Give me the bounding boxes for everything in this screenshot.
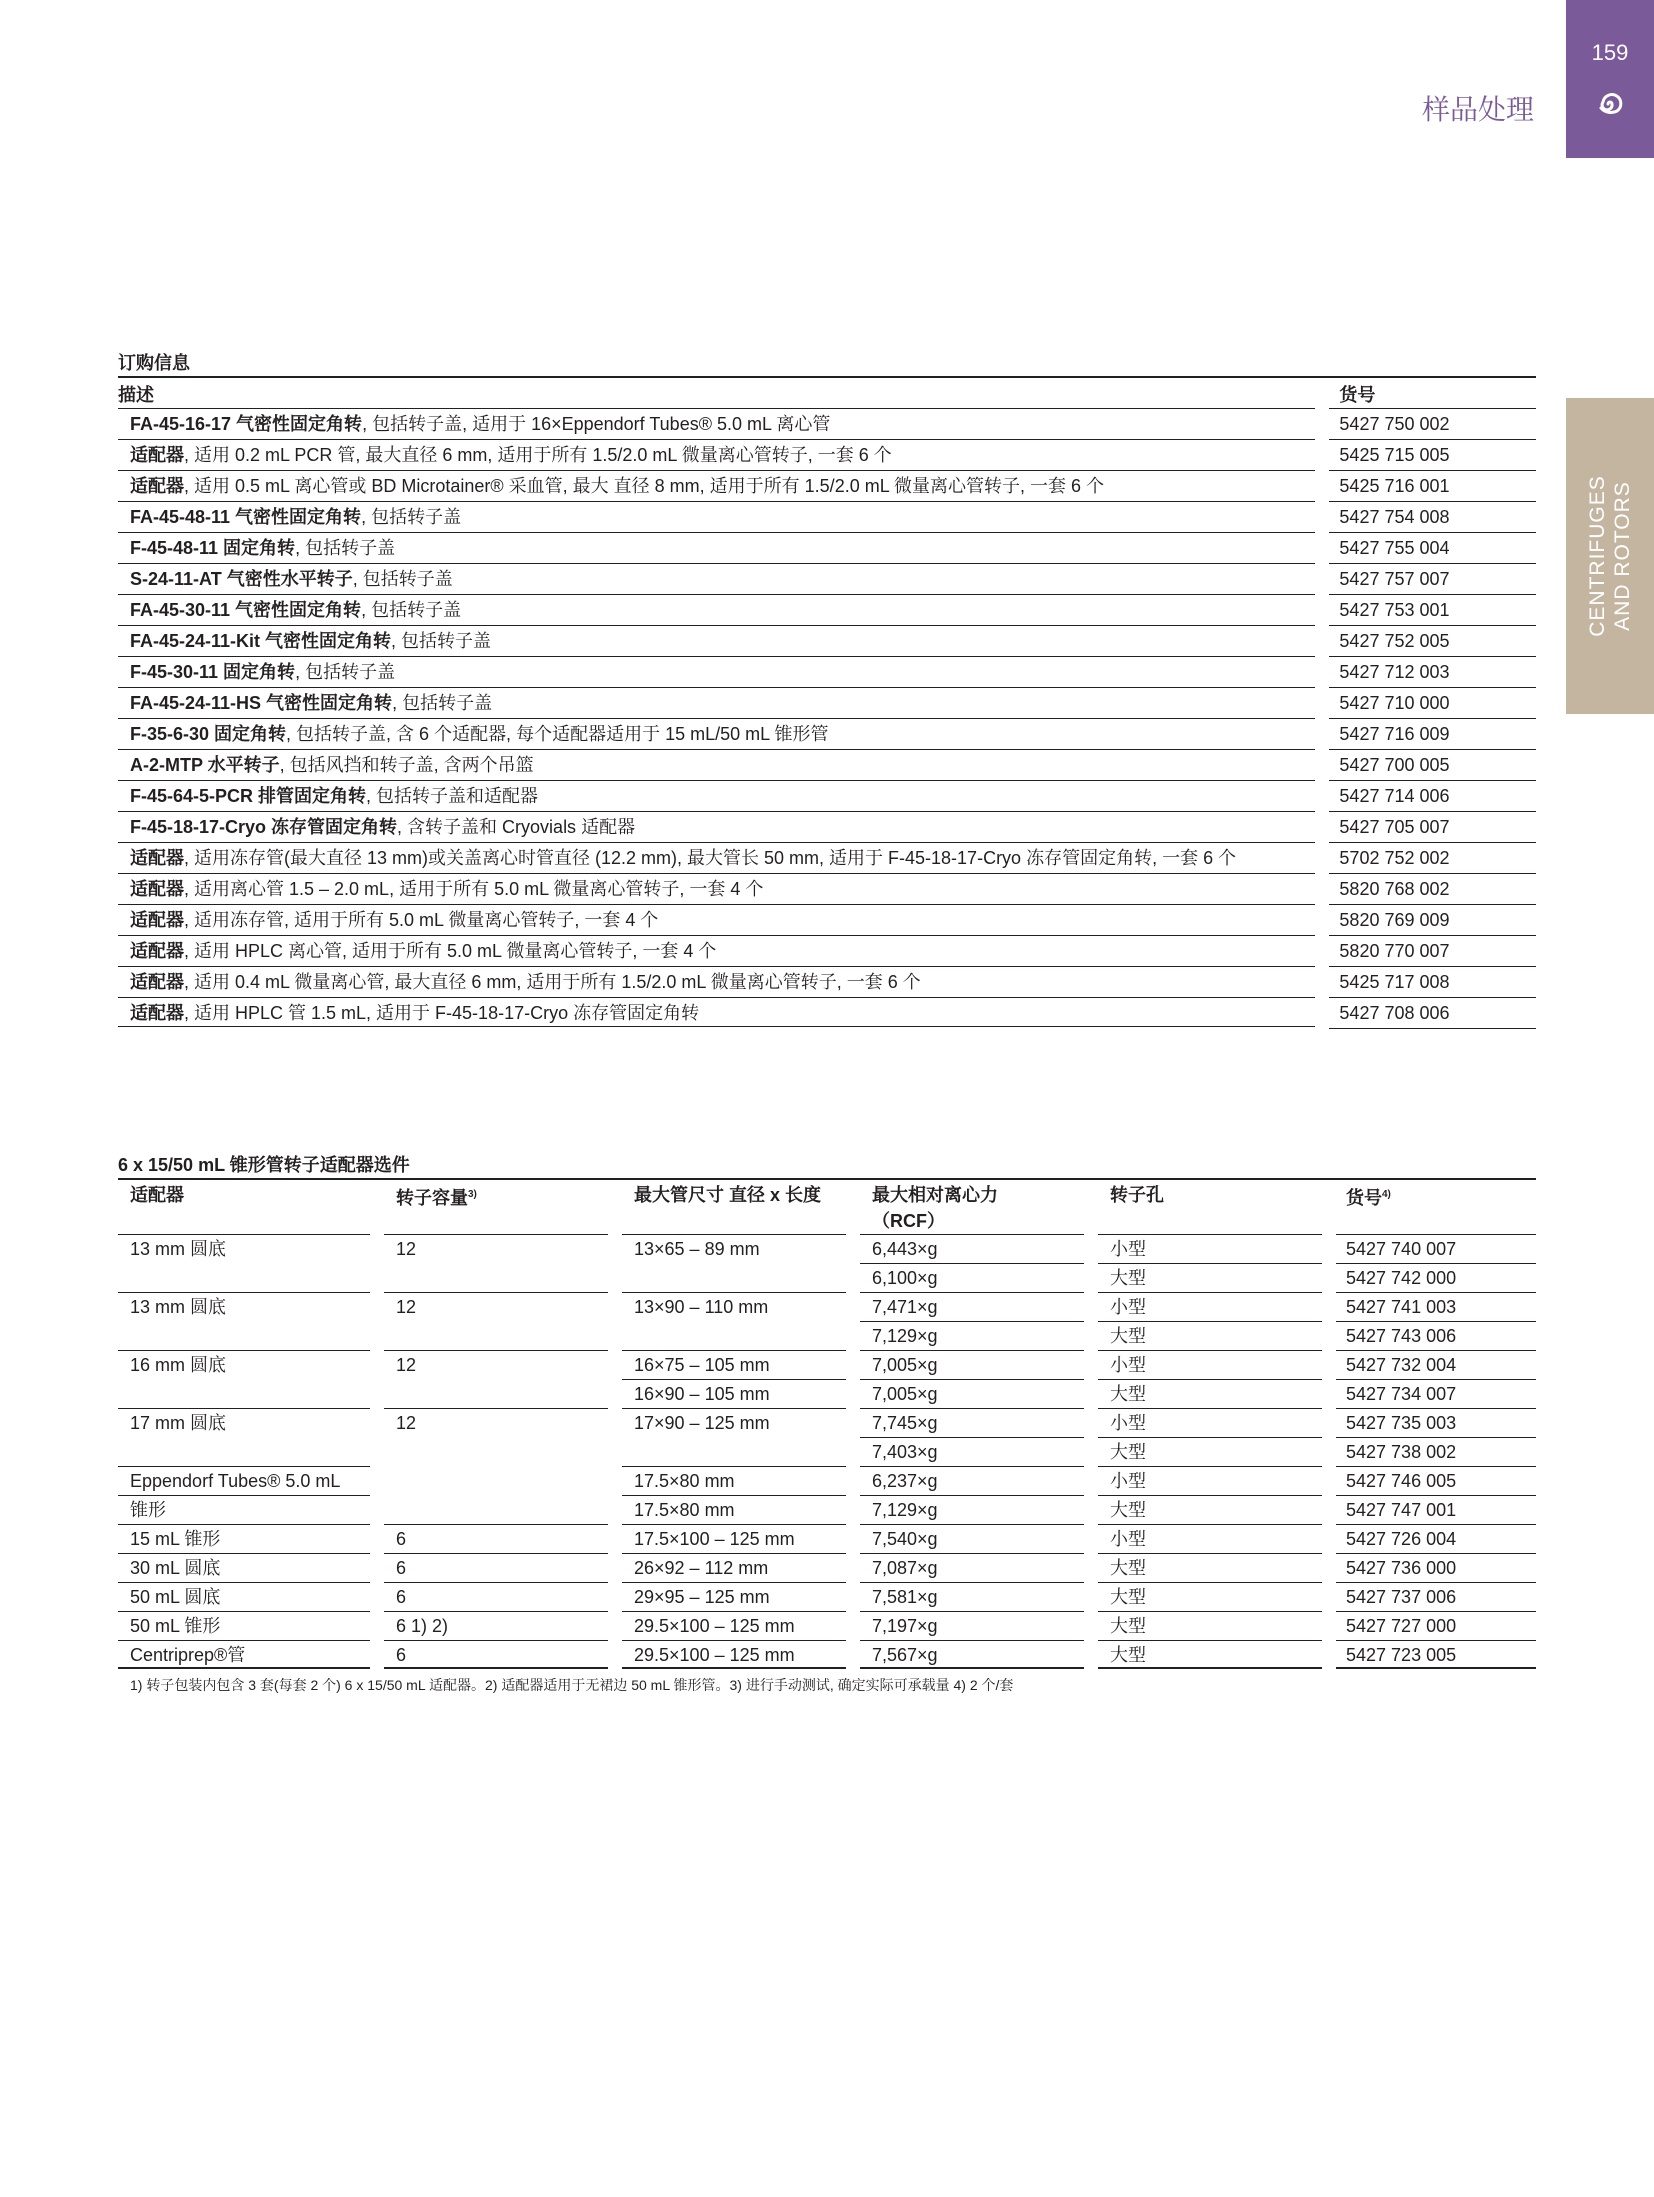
table-row (118, 1466, 1536, 1495)
max-rcf: 7,745×g (860, 1408, 1084, 1437)
adapter-name: 16 mm 圆底 (118, 1350, 370, 1379)
rotor-bore: 大型 (1098, 1437, 1322, 1466)
table-row (118, 1553, 1536, 1582)
order-number: 5427 741 003 (1336, 1292, 1536, 1321)
table-row (118, 687, 1536, 718)
product-name: 适配器 (130, 445, 184, 465)
max-tube-size: 16×90 – 105 mm (622, 1379, 846, 1408)
order-number: 5427 714 006 (1329, 780, 1536, 811)
order-number: 5427 738 002 (1336, 1437, 1536, 1466)
table-row (118, 966, 1536, 997)
order-number: 5427 735 003 (1336, 1408, 1536, 1437)
rotor-bore: 大型 (1098, 1379, 1322, 1408)
table-row (118, 1437, 1536, 1466)
order-number: 5427 700 005 (1329, 749, 1536, 780)
max-rcf: 7,403×g (860, 1437, 1084, 1466)
product-description (118, 873, 1315, 903)
product-detail: , 包括转子盖 (295, 662, 396, 682)
product-name: 适配器 (130, 879, 184, 899)
adapter-name: 50 mL 锥形 (118, 1611, 370, 1640)
product-name: F-45-48-11 固定角转 (130, 538, 296, 558)
order-number: 5427 732 004 (1336, 1350, 1536, 1379)
table-row (118, 1234, 1536, 1263)
adapter-options-table (118, 1152, 1536, 1695)
section-title: 样品处理 (1421, 93, 1534, 126)
adapter-name: 50 mL 圆底 (118, 1582, 370, 1611)
max-tube-size (622, 1263, 846, 1292)
product-name: A-2-MTP 水平转子 (130, 755, 280, 775)
order-number: 5427 754 008 (1329, 501, 1536, 532)
order-number: 5427 737 006 (1336, 1582, 1536, 1611)
max-rcf: 7,197×g (860, 1611, 1084, 1640)
rotor-capacity (384, 1466, 608, 1495)
table-row (118, 1524, 1536, 1553)
table-row (118, 997, 1536, 1029)
product-detail: , 包括转子盖, 含 6 个适配器, 每个适配器适用于 15 mL/50 mL 锥形管 (286, 724, 829, 744)
product-description (118, 935, 1315, 965)
max-tube-size: 17×90 – 125 mm (622, 1408, 846, 1437)
order-number: 5427 742 000 (1336, 1263, 1536, 1292)
product-name: 适配器 (130, 941, 184, 961)
table-row (118, 811, 1536, 842)
order-number: 5427 723 005 (1336, 1640, 1536, 1669)
order-info-table (118, 350, 1536, 1029)
adapter-name (118, 1321, 370, 1350)
product-description (118, 718, 1315, 748)
rcf-header-line-1: 最大相对离心力 (872, 1185, 998, 1205)
order-number: 5425 717 008 (1329, 966, 1536, 997)
col-num-header: 货号 (1339, 385, 1376, 405)
adapter-name (118, 1263, 370, 1292)
col-desc-header: 描述 (118, 385, 154, 405)
order-number: 5820 770 007 (1329, 935, 1536, 966)
product-description (118, 625, 1315, 655)
product-description (118, 811, 1315, 841)
order-number: 5427 757 007 (1329, 563, 1536, 594)
table-row (118, 501, 1536, 532)
table-row (118, 1321, 1536, 1350)
order-number: 5427 740 007 (1336, 1234, 1536, 1263)
col-adapter-header: 适配器 (130, 1185, 184, 1205)
rotor-bore: 小型 (1098, 1292, 1322, 1321)
table-row (118, 1582, 1536, 1611)
adapter-name: 13 mm 圆底 (118, 1234, 370, 1263)
product-description (118, 439, 1315, 469)
product-detail: , 包括转子盖 (391, 631, 492, 651)
adapter-name: 17 mm 圆底 (118, 1408, 370, 1437)
table-row (118, 935, 1536, 966)
product-detail: , 包括转子盖 (352, 569, 453, 589)
order-number: 5425 716 001 (1329, 470, 1536, 501)
table-row (118, 563, 1536, 594)
product-description (118, 904, 1315, 934)
rotor-capacity: 6 (384, 1640, 608, 1669)
table-row (118, 1408, 1536, 1437)
spiral-icon (1592, 86, 1628, 122)
adapter-name (118, 1437, 370, 1466)
table-row (118, 625, 1536, 656)
side-tab-text (1585, 406, 1635, 706)
order-number: 5427 710 000 (1329, 687, 1536, 718)
max-rcf: 7,581×g (860, 1582, 1084, 1611)
product-description (118, 594, 1315, 624)
table-row (118, 1611, 1536, 1640)
table-row (118, 532, 1536, 563)
product-description (118, 997, 1315, 1027)
product-detail: , 适用 0.2 mL PCR 管, 最大直径 6 mm, 适用于所有 1.5/2.0 mL 微量离心管转子, 一套 6 个 (184, 445, 892, 465)
adapter-name: Eppendorf Tubes® 5.0 mL (118, 1466, 370, 1495)
table-row (118, 1640, 1536, 1669)
product-name: FA-45-48-11 气密性固定角转 (130, 507, 362, 527)
product-name: 适配器 (130, 972, 184, 992)
order-number: 5702 752 002 (1329, 842, 1536, 873)
rotor-capacity (384, 1437, 608, 1466)
adapter-table-header (118, 1178, 1536, 1234)
rotor-bore: 大型 (1098, 1263, 1322, 1292)
max-tube-size (622, 1321, 846, 1350)
product-detail: , 适用 HPLC 离心管, 适用于所有 5.0 mL 微量离心管转子, 一套 4 个 (184, 941, 717, 961)
col-size-header: 最大管尺寸 直径 x 长度 (634, 1185, 822, 1205)
product-name: FA-45-16-17 气密性固定角转 (130, 414, 363, 434)
max-tube-size: 13×90 – 110 mm (622, 1292, 846, 1321)
max-tube-size: 29×95 – 125 mm (622, 1582, 846, 1611)
table-row (118, 842, 1536, 873)
product-detail: , 适用冻存管, 适用于所有 5.0 mL 微量离心管转子, 一套 4 个 (184, 910, 659, 930)
order-number: 5427 708 006 (1329, 997, 1536, 1029)
product-name: S-24-11-AT 气密性水平转子 (130, 569, 353, 589)
order-number: 5427 734 007 (1336, 1379, 1536, 1408)
product-name: FA-45-24-11-HS 气密性固定角转 (130, 693, 393, 713)
max-rcf: 6,443×g (860, 1234, 1084, 1263)
order-number: 5820 769 009 (1329, 904, 1536, 935)
order-number: 5425 715 005 (1329, 439, 1536, 470)
product-description (118, 532, 1315, 562)
product-detail: , 包括转子盖 (392, 693, 493, 713)
product-name: F-45-18-17-Cryo 冻存管固定角转 (130, 817, 398, 837)
order-number: 5427 755 004 (1329, 532, 1536, 563)
product-name: FA-45-24-11-Kit 气密性固定角转 (130, 631, 392, 651)
max-tube-size: 17.5×80 mm (622, 1495, 846, 1524)
product-description (118, 470, 1315, 500)
order-number: 5427 750 002 (1329, 408, 1536, 439)
col-rcf-header (860, 1180, 1084, 1234)
table-row (118, 1495, 1536, 1524)
order-info-header (118, 376, 1536, 408)
order-number: 5427 726 004 (1336, 1524, 1536, 1553)
max-rcf: 7,471×g (860, 1292, 1084, 1321)
adapter-name: 13 mm 圆底 (118, 1292, 370, 1321)
rotor-bore: 小型 (1098, 1408, 1322, 1437)
order-info-title: 订购信息 (118, 353, 190, 373)
max-tube-size (622, 1437, 846, 1466)
product-detail: , 适用冻存管(最大直径 13 mm)或关盖离心时管直径 (12.2 mm), 最大管长 50 mm, 适用于 F-45-18-17-Cryo 冻存管固定角转, 一套 6 个 (184, 848, 1237, 868)
footnote: 1) 转子包装内包含 3 套(每套 2 个) 6 x 15/50 mL 适配器。2) 适配器适用于无裙边 50 mL 锥形管。3) 进行手动测试, 确定实际可承载量 4) 2 个/套 (130, 1677, 1014, 1693)
product-description (118, 687, 1315, 717)
rcf-header-line-2: （RCF） (872, 1211, 945, 1231)
product-detail: , 适用 HPLC 管 1.5 mL, 适用于 F-45-18-17-Cryo 冻存管固定角转 (184, 1003, 700, 1023)
order-number: 5427 712 003 (1329, 656, 1536, 687)
page-tab (1566, 0, 1654, 158)
table-row (118, 780, 1536, 811)
product-name: F-35-6-30 固定角转 (130, 724, 287, 744)
adapter-table-title: 6 x 15/50 mL 锥形管转子适配器选件 (118, 1155, 410, 1175)
product-name: 适配器 (130, 848, 184, 868)
side-tab-line-2: AND ROTORS (1611, 481, 1634, 631)
max-tube-size: 29.5×100 – 125 mm (622, 1640, 846, 1669)
rotor-bore: 小型 (1098, 1466, 1322, 1495)
order-number: 5427 752 005 (1329, 625, 1536, 656)
order-number: 5427 716 009 (1329, 718, 1536, 749)
rotor-capacity: 12 (384, 1234, 608, 1263)
rotor-capacity: 12 (384, 1408, 608, 1437)
max-tube-size: 16×75 – 105 mm (622, 1350, 846, 1379)
max-rcf: 6,237×g (860, 1466, 1084, 1495)
page-number: 159 (1591, 40, 1629, 65)
product-name: 适配器 (130, 910, 184, 930)
rotor-bore: 小型 (1098, 1350, 1322, 1379)
product-detail: , 包括转子盖, 适用于 16×Eppendorf Tubes® 5.0 mL 离心管 (362, 414, 831, 434)
table-row (118, 904, 1536, 935)
side-tab-line-1: CENTRIFUGES (1586, 475, 1609, 637)
product-description (118, 501, 1315, 531)
product-detail: , 包括转子盖 (361, 600, 462, 620)
rotor-capacity: 6 (384, 1524, 608, 1553)
order-number: 5427 743 006 (1336, 1321, 1536, 1350)
max-rcf: 6,100×g (860, 1263, 1084, 1292)
adapter-name: 锥形 (118, 1495, 370, 1524)
rotor-capacity: 6 (384, 1582, 608, 1611)
max-tube-size: 17.5×80 mm (622, 1466, 846, 1495)
col-capacity-header (384, 1180, 608, 1234)
order-number: 5427 746 005 (1336, 1466, 1536, 1495)
max-tube-size: 13×65 – 89 mm (622, 1234, 846, 1263)
max-rcf: 7,129×g (860, 1321, 1084, 1350)
max-rcf: 7,540×g (860, 1524, 1084, 1553)
capacity-header-label: 转子容量 (396, 1188, 468, 1208)
product-detail: , 包括风挡和转子盖, 含两个吊篮 (279, 755, 534, 775)
product-name: F-45-30-11 固定角转 (130, 662, 296, 682)
rotor-bore: 大型 (1098, 1321, 1322, 1350)
order-number: 5427 747 001 (1336, 1495, 1536, 1524)
rotor-bore: 小型 (1098, 1234, 1322, 1263)
rotor-capacity: 12 (384, 1350, 608, 1379)
product-detail: , 包括转子盖 (295, 538, 396, 558)
table-row (118, 594, 1536, 625)
max-rcf: 7,005×g (860, 1379, 1084, 1408)
capacity-footnote-ref: 3) (468, 1189, 477, 1200)
max-tube-size: 29.5×100 – 125 mm (622, 1611, 846, 1640)
product-name: FA-45-30-11 气密性固定角转 (130, 600, 362, 620)
max-tube-size: 26×92 – 112 mm (622, 1553, 846, 1582)
product-description (118, 408, 1315, 438)
table-row (118, 1263, 1536, 1292)
rotor-capacity (384, 1263, 608, 1292)
product-detail: , 适用 0.4 mL 微量离心管, 最大直径 6 mm, 适用于所有 1.5/2.0 mL 微量离心管转子, 一套 6 个 (184, 972, 921, 992)
table-row (118, 873, 1536, 904)
table-row (118, 1292, 1536, 1321)
num-header-label: 货号 (1346, 1188, 1382, 1208)
product-description (118, 780, 1315, 810)
adapter-name: 15 mL 锥形 (118, 1524, 370, 1553)
table-row (118, 749, 1536, 780)
product-description (118, 966, 1315, 996)
rotor-bore: 大型 (1098, 1553, 1322, 1582)
table-row (118, 718, 1536, 749)
product-detail: , 包括转子盖和适配器 (366, 786, 539, 806)
order-info-rows (118, 408, 1536, 1029)
table-row (118, 1350, 1536, 1379)
order-number: 5427 736 000 (1336, 1553, 1536, 1582)
product-detail: , 含转子盖和 Cryovials 适配器 (397, 817, 636, 837)
rotor-bore: 大型 (1098, 1611, 1322, 1640)
adapter-name: 30 mL 圆底 (118, 1553, 370, 1582)
product-name: F-45-64-5-PCR 排管固定角转 (130, 786, 367, 806)
order-number: 5427 727 000 (1336, 1611, 1536, 1640)
table-row (118, 1379, 1536, 1408)
rotor-capacity: 12 (384, 1292, 608, 1321)
side-tab (1566, 398, 1654, 714)
num-footnote-ref: 4) (1382, 1189, 1391, 1200)
max-rcf: 7,567×g (860, 1640, 1084, 1669)
adapter-table-rows (118, 1234, 1536, 1669)
max-tube-size: 17.5×100 – 125 mm (622, 1524, 846, 1553)
rotor-bore: 大型 (1098, 1640, 1322, 1669)
col-bore-header: 转子孔 (1110, 1185, 1164, 1205)
max-rcf: 7,005×g (860, 1350, 1084, 1379)
product-description (118, 563, 1315, 593)
order-number: 5427 753 001 (1329, 594, 1536, 625)
product-description (118, 842, 1315, 872)
product-description (118, 656, 1315, 686)
adapter-name: Centriprep®管 (118, 1640, 370, 1669)
product-description (118, 749, 1315, 779)
rotor-capacity (384, 1495, 608, 1524)
order-number: 5427 705 007 (1329, 811, 1536, 842)
rotor-capacity: 6 (384, 1553, 608, 1582)
product-detail: , 适用 0.5 mL 离心管或 BD Microtainer® 采血管, 最大 直径 8 mm, 适用于所有 1.5/2.0 mL 微量离心管转子, 一套 6 个 (184, 476, 1105, 496)
max-rcf: 7,129×g (860, 1495, 1084, 1524)
rotor-capacity: 6 1) 2) (384, 1611, 608, 1640)
table-row (118, 656, 1536, 687)
product-name: 适配器 (130, 1003, 184, 1023)
product-detail: , 包括转子盖 (361, 507, 462, 527)
order-number: 5820 768 002 (1329, 873, 1536, 904)
rotor-bore: 小型 (1098, 1524, 1322, 1553)
adapter-name (118, 1379, 370, 1408)
rotor-capacity (384, 1321, 608, 1350)
product-detail: , 适用离心管 1.5 – 2.0 mL, 适用于所有 5.0 mL 微量离心管转子, 一套 4 个 (184, 879, 764, 899)
table-row (118, 408, 1536, 439)
table-row (118, 470, 1536, 501)
product-name: 适配器 (130, 476, 184, 496)
table-row (118, 439, 1536, 470)
rotor-bore: 大型 (1098, 1582, 1322, 1611)
rotor-capacity (384, 1379, 608, 1408)
col-num-header (1336, 1180, 1536, 1234)
rotor-bore: 大型 (1098, 1495, 1322, 1524)
max-rcf: 7,087×g (860, 1553, 1084, 1582)
